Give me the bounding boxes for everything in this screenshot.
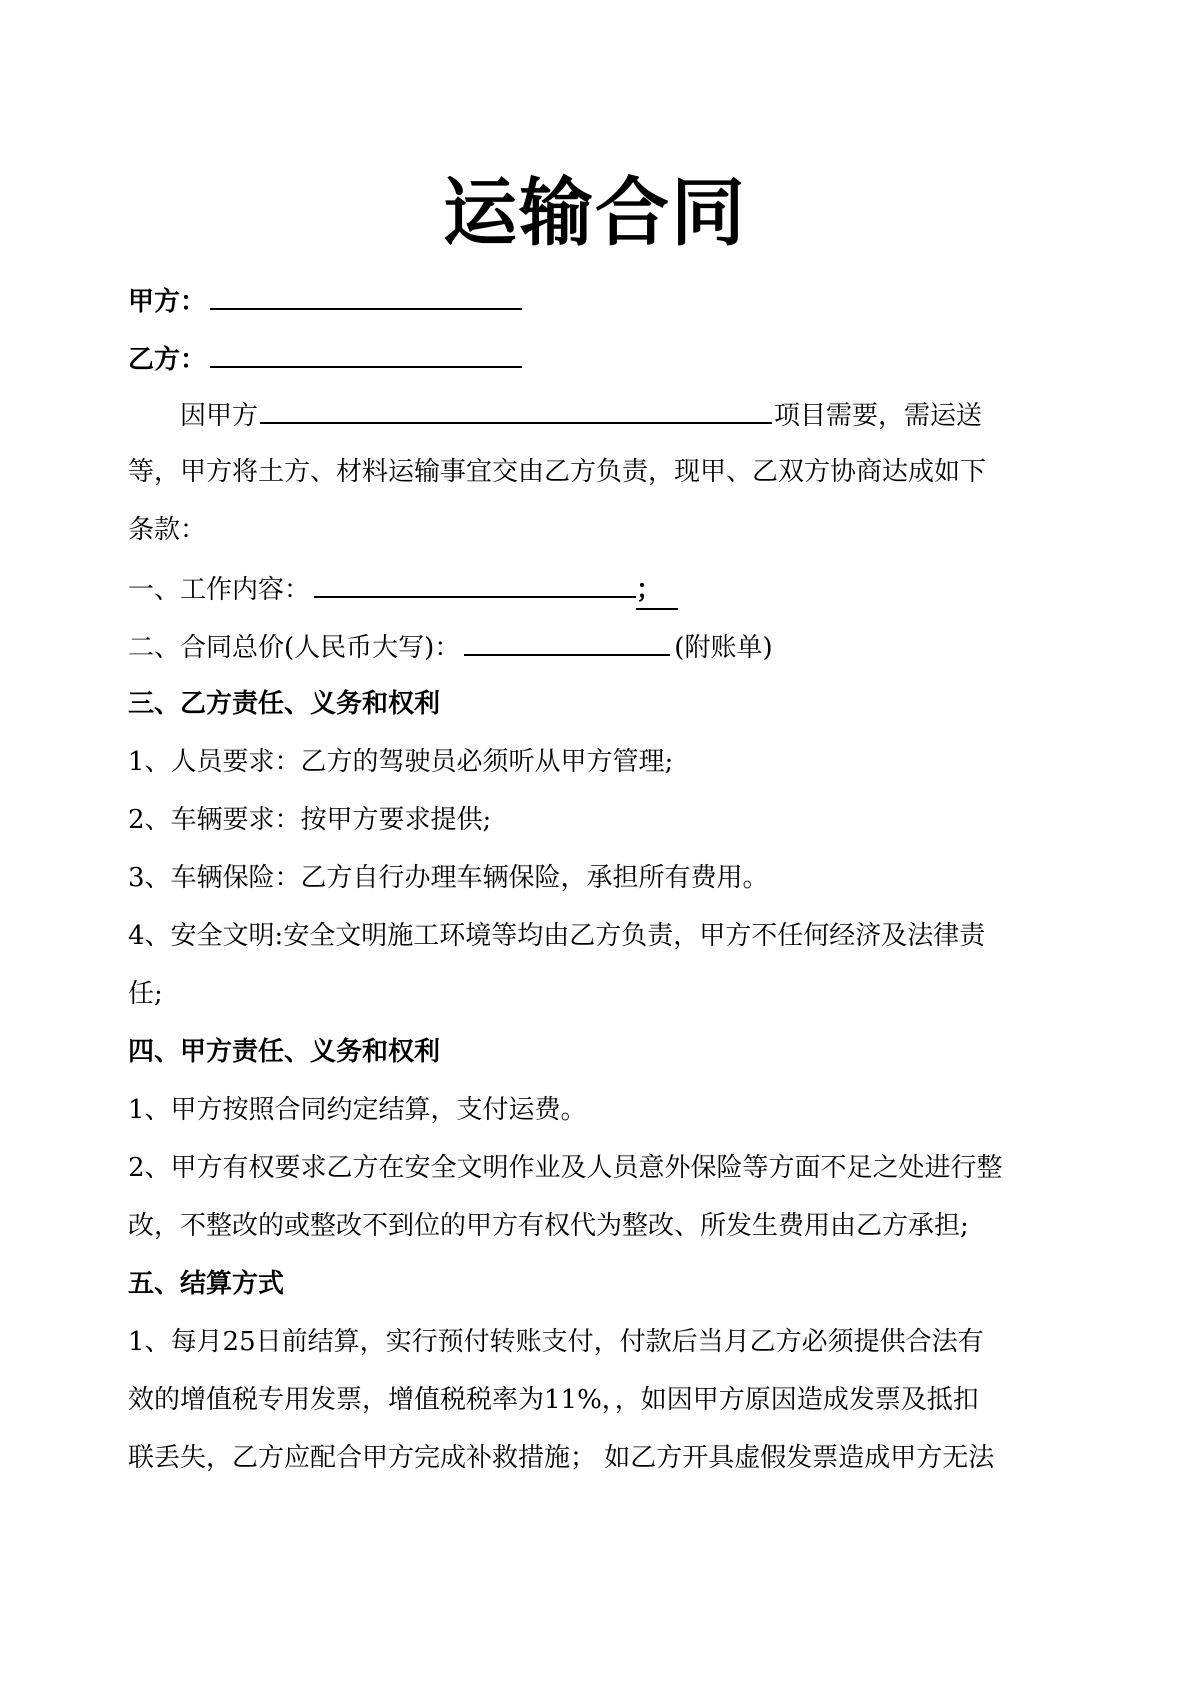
work-content-blank[interactable]	[314, 570, 636, 598]
intro-line-2: 等，甲方将土方、材料运输事宜交由乙方负责，现甲、乙双方协商达成如下	[128, 457, 987, 487]
party-b-line	[128, 340, 1068, 378]
section-3-item: 3、车辆保险：乙方自行办理车辆保险，承担所有费用。	[128, 863, 769, 893]
section-5-item: 效的增值税专用发票，增值税税率为11%，，如因甲方原因造成发票及抵扣	[128, 1385, 979, 1415]
work-content-label: 一、工作内容：	[128, 575, 311, 605]
project-name-blank[interactable]	[260, 396, 772, 424]
intro-line-1	[128, 396, 1068, 434]
section-4-heading: 四、甲方责任、义务和权利	[128, 1037, 441, 1067]
section-5-item: 联丢失，乙方应配合甲方完成补救措施； 如乙方开具虚假发票造成甲方无法	[128, 1443, 995, 1473]
section-3-heading: 三、乙方责任、义务和权利	[128, 689, 441, 719]
party-b-blank[interactable]	[210, 340, 522, 368]
intro-suffix: 项目需要，需运送	[774, 401, 983, 431]
section-4-item: 改，不整改的或整改不到位的甲方有权代为整改、所发生费用由乙方承担;	[128, 1211, 969, 1241]
work-content-end: ；	[636, 572, 678, 610]
section-5-item: 1、每月25日前结算，实行预付转账支付，付款后当月乙方必须提供合法有	[128, 1327, 984, 1357]
total-price-label: 二、合同总价(人民币大写)：	[128, 633, 461, 663]
intro-line-3: 条款：	[128, 515, 207, 545]
section-3-item: 任;	[128, 979, 163, 1009]
section-5-heading: 五、结算方式	[128, 1269, 285, 1299]
work-content-line	[128, 570, 1068, 610]
section-4-item: 1、甲方按照合同约定结算，支付运费。	[128, 1095, 587, 1125]
party-a-line	[128, 282, 1068, 320]
total-price-blank[interactable]	[464, 628, 670, 656]
total-price-suffix: (附账单)	[674, 633, 773, 663]
section-4-item: 2、甲方有权要求乙方在安全文明作业及人员意外保险等方面不足之处进行整	[128, 1153, 1003, 1183]
section-3-item: 1、人员要求：乙方的驾驶员必须听从甲方管理;	[128, 747, 674, 777]
party-a-blank[interactable]	[210, 282, 522, 310]
section-3-item: 2、车辆要求：按甲方要求提供;	[128, 805, 492, 835]
document-title: 运输合同	[443, 170, 747, 256]
party-a-label: 甲方：	[128, 287, 207, 317]
intro-prefix: 因甲方	[180, 401, 259, 431]
total-price-line	[128, 628, 1068, 666]
section-3-item: 4、安全文明:安全文明施工环境等均由乙方负责，甲方不任何经济及法律责	[128, 921, 986, 951]
party-b-label: 乙方：	[128, 345, 207, 375]
